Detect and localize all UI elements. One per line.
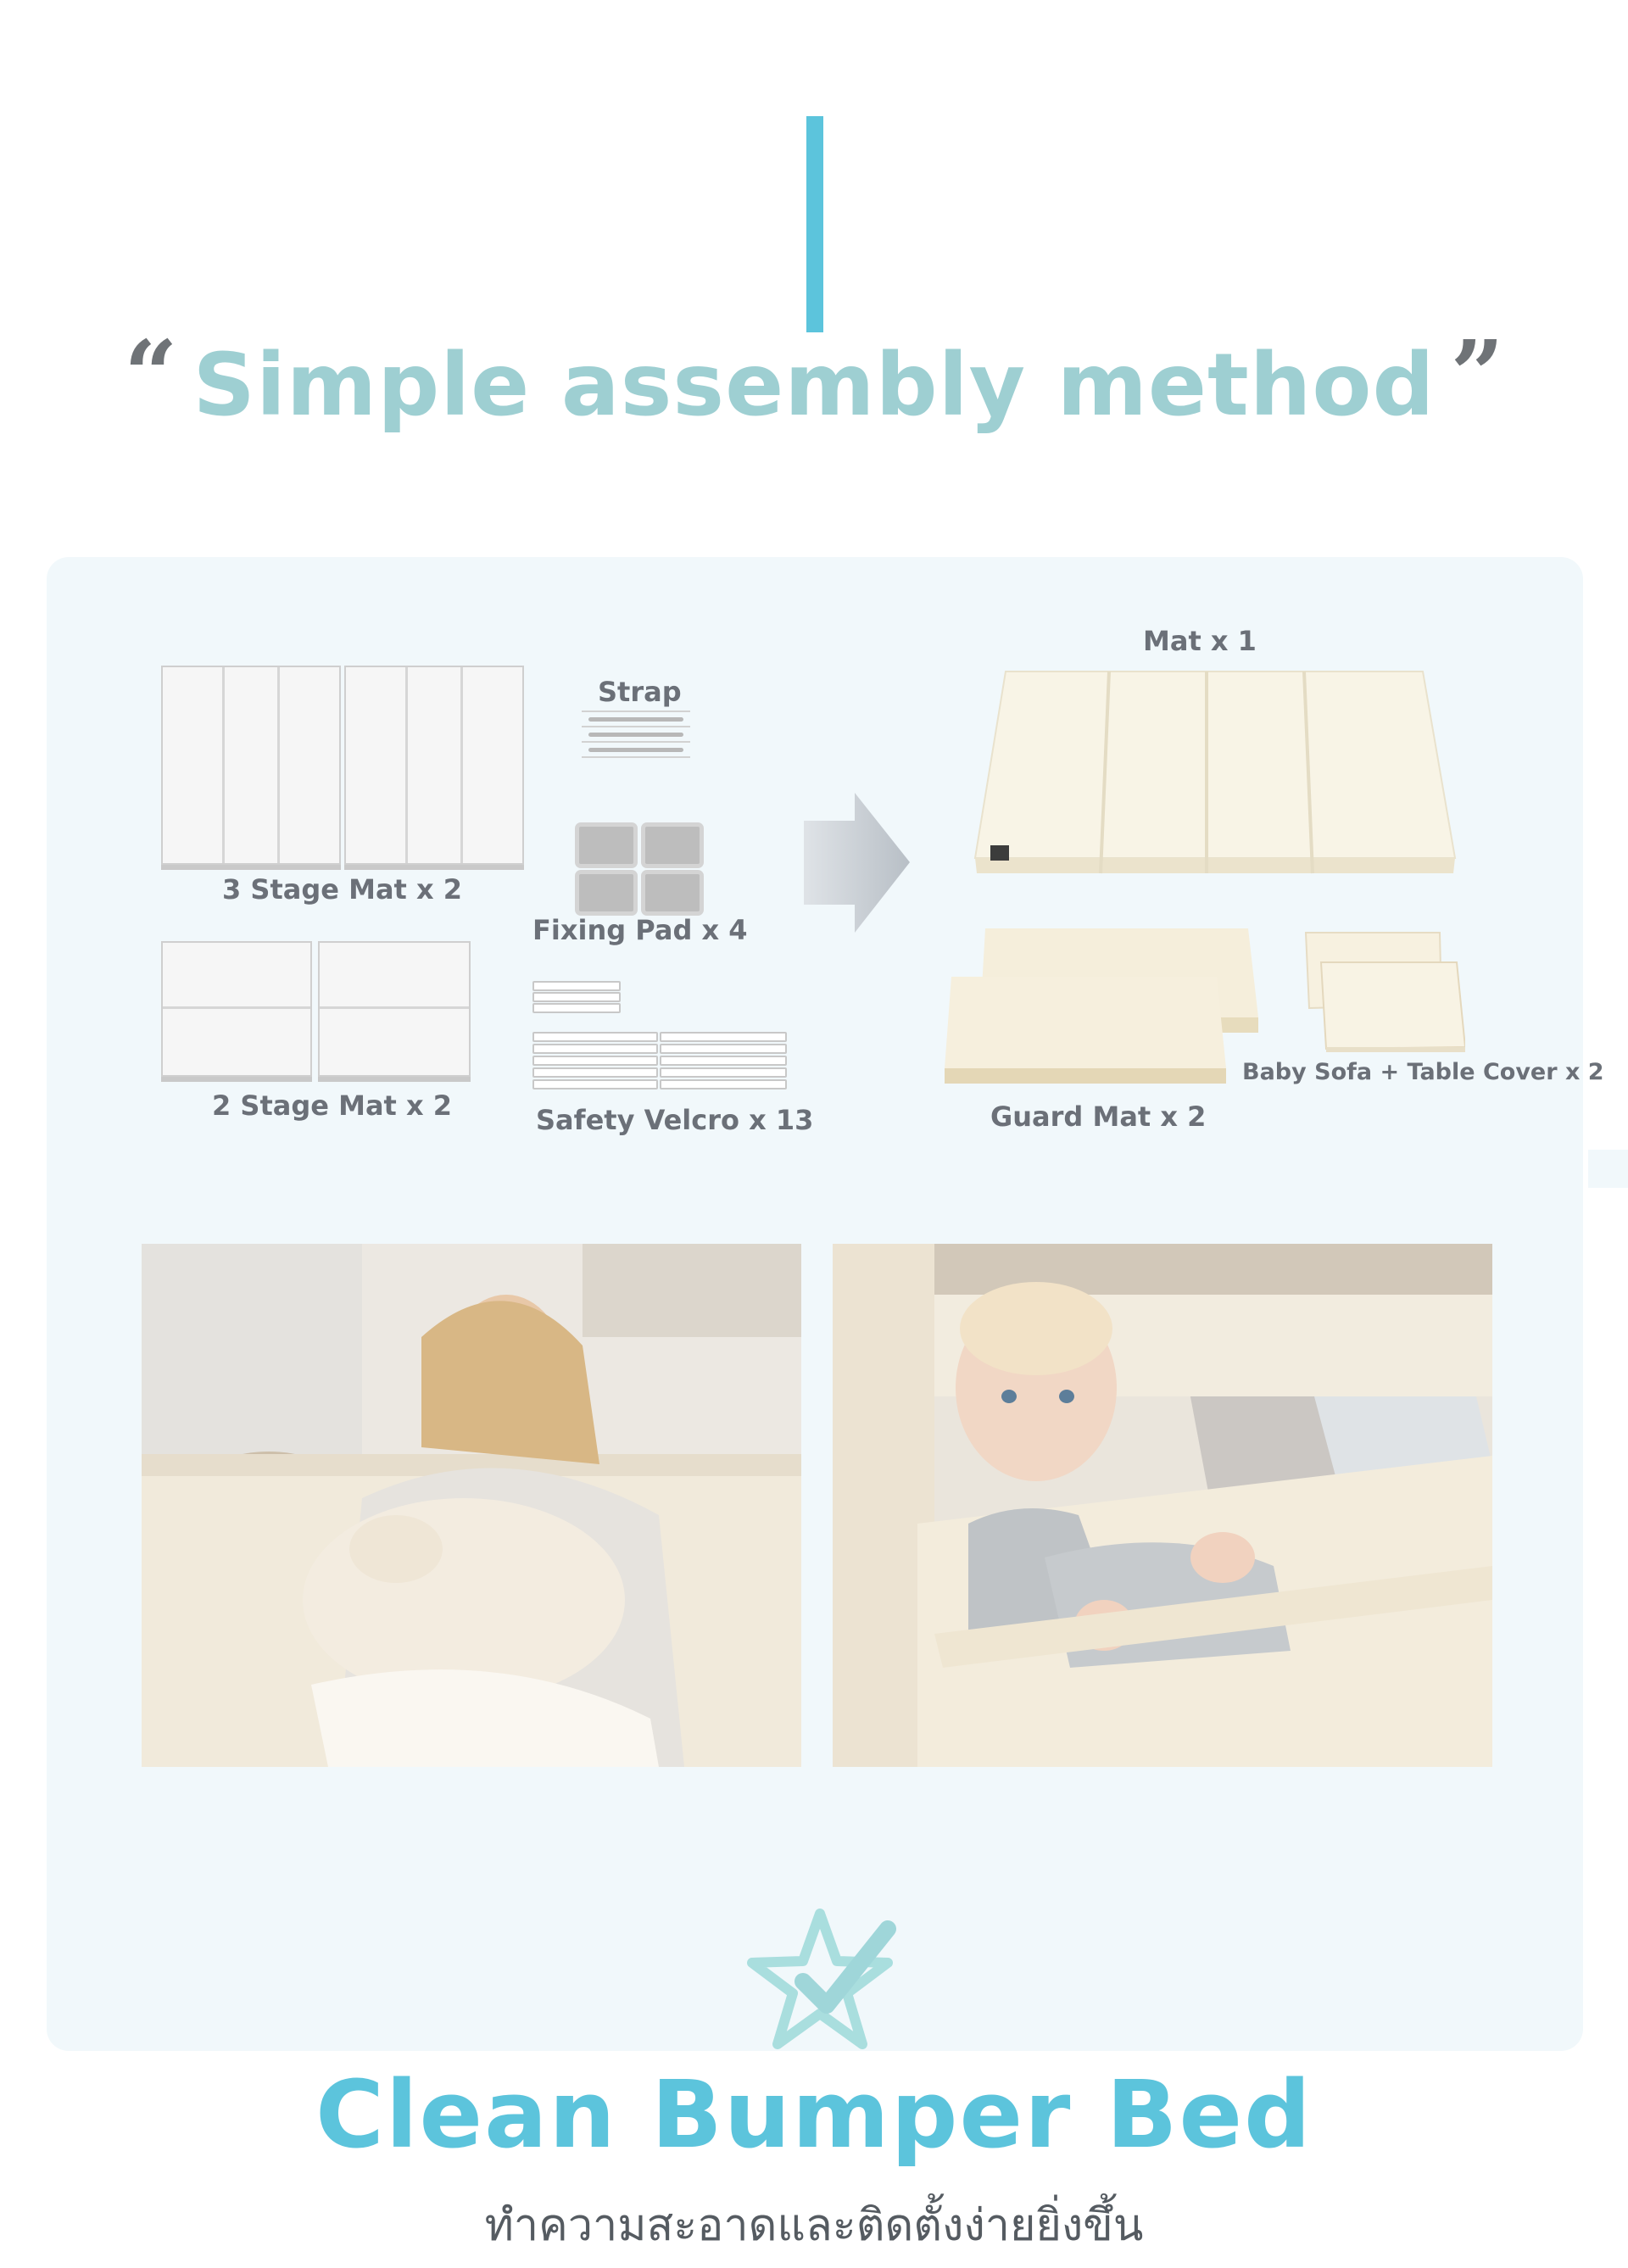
- three-stage-mat-image-1: [161, 666, 341, 865]
- accent-bar: [806, 116, 823, 332]
- two-stage-mat-label: 2 Stage Mat x 2: [212, 1089, 453, 1122]
- strap-image: [582, 710, 690, 761]
- fixing-pad-label: Fixing Pad x 4: [532, 914, 748, 946]
- three-stage-mat-image-2: [344, 666, 524, 865]
- baby-sofa-label: Baby Sofa + Table Cover x 2: [1242, 1059, 1604, 1085]
- safety-velcro-image: [532, 981, 787, 1095]
- two-stage-mat-image-2: [318, 941, 471, 1077]
- baby-standing-photo: [833, 1244, 1492, 1767]
- guard-mat-label: Guard Mat x 2: [990, 1101, 1207, 1133]
- brand-title: Clean Bumper Bed: [315, 2060, 1313, 2169]
- fixing-pad-image: [575, 822, 702, 916]
- two-stage-mat-image-1: [161, 941, 312, 1077]
- mat-image: [973, 667, 1457, 879]
- open-quote-icon: “: [124, 320, 178, 429]
- arrow-right-icon: [804, 793, 911, 933]
- strap-label: Strap: [598, 676, 682, 708]
- close-quote-icon: ”: [1450, 320, 1504, 429]
- baby-sofa-image: [1296, 928, 1465, 1056]
- heading-title: Simple assembly method: [192, 335, 1436, 436]
- star-check-icon: [744, 1903, 905, 2065]
- side-tab: [1588, 1150, 1628, 1188]
- brand-subtitle: ทำความสะอาดและติดตั้งง่ายยิ่งขึ้น: [484, 2200, 1144, 2251]
- mat-label: Mat x 1: [1143, 625, 1257, 657]
- safety-velcro-label: Safety Velcro x 13: [536, 1104, 814, 1136]
- section-heading: [0, 320, 1628, 444]
- guard-mat-image: [941, 924, 1263, 1085]
- mother-nursing-photo: [142, 1244, 801, 1767]
- three-stage-mat-label: 3 Stage Mat x 2: [222, 873, 463, 906]
